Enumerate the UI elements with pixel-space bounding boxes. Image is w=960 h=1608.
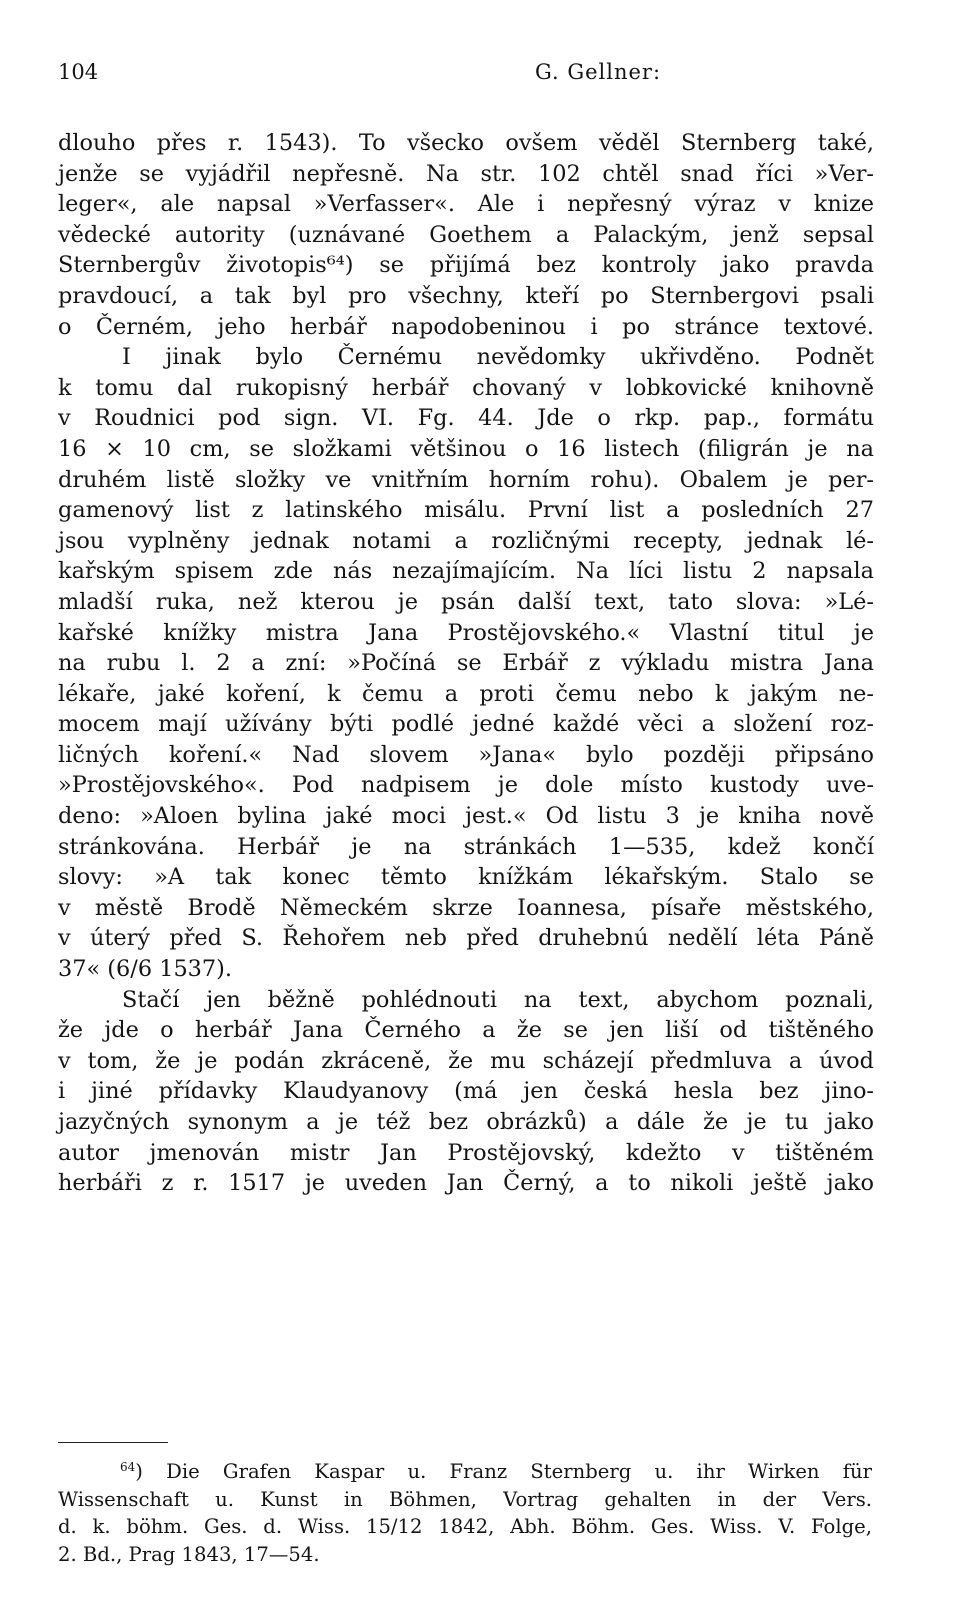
text-line: i jiné přídavky Klaudyanovy (má jen česká hesla bez jino- xyxy=(58,1078,874,1105)
footnote-text: ) Die Grafen Kaspar u. Franz Sternberg u. ihr Wirken für xyxy=(135,1460,872,1483)
text-line: dlouho přes r. 1543). To všecko ovšem věděl Sternberg také, xyxy=(58,130,874,156)
text-line: gamenový list z latinského misálu. První list a posledních 27 xyxy=(58,497,874,524)
text-line: druhém listě složky ve vnitřním horním rohu). Obalem je per- xyxy=(58,466,874,493)
footnote-marker: 64 xyxy=(120,1460,136,1474)
text-line: že jde o herbář Jana Černého a že se jen liší od tištěného xyxy=(58,1017,874,1044)
text-line: jazyčných synonym a je též bez obrázků) a dále že je tu jako xyxy=(58,1109,874,1135)
text-line: mladší ruka, než kterou je psán další text, tato slova: »Lé- xyxy=(58,588,874,615)
text-line: kařské knížky mistra Jana Prostějovského.« Vlastní titul je xyxy=(58,619,874,646)
footnote xyxy=(58,1454,872,1568)
text-line: herbáři z r. 1517 je uveden Jan Černý, a to nikoli ještě jako xyxy=(58,1170,874,1197)
paragraph-start-line: Stačí jen běžně pohlédnouti na text, abychom poznali, xyxy=(122,986,874,1013)
text-line: k tomu dal rukopisný herbář chovaný v lobkovické knihovně xyxy=(58,374,874,401)
text-line: ličných koření.« Nad slovem »Jana« bylo později připsáno xyxy=(58,741,874,768)
text-line: stránkována. Herbář je na stránkách 1—535, kdež končí xyxy=(58,833,874,860)
text-line: jenže se vyjádřil nepřesně. Na str. 102 chtěl snad říci »Ver- xyxy=(58,160,874,187)
text-line: v úterý před S. Řehořem neb před druhebnú nedělí léta Páně xyxy=(58,925,874,952)
text-line: 16 × 10 cm, se složkami většinou o 16 listech (filigrán je na xyxy=(58,435,874,462)
page-number: 104 xyxy=(58,60,99,84)
footnote-line: d. k. böhm. Ges. d. Wiss. 15/12 1842, Abh. Böhm. Ges. Wiss. V. Folge, xyxy=(58,1515,872,1538)
text-line: deno: »Aloen bylina jaké moci jest.« Od listu 3 je kniha nově xyxy=(58,803,874,830)
text-line: v Roudnici pod sign. VI. Fg. 44. Jde o rkp. pap., formátu xyxy=(58,405,874,432)
text-line: »Prostějovského«. Pod nadpisem je dole místo kustody uve- xyxy=(58,772,874,799)
text-line: mocem mají užívány býti podlé jedné každé věci a složení roz- xyxy=(58,711,874,738)
text-line: v tom, že je podán zkráceně, že mu scházejí předmluva a úvod xyxy=(58,1047,874,1074)
text-line: leger«, ale napsal »Verfasser«. Ale i nepřesný výraz v knize xyxy=(58,191,874,218)
body-text xyxy=(58,128,874,1199)
footnote-line: Wissenschaft u. Kunst in Böhmen, Vortrag gehalten in der Vers. xyxy=(58,1487,872,1511)
text-line: jsou vyplněny jednak notami a rozličnými recepty, jednak lé- xyxy=(58,527,874,554)
text-line: vědecké autority (uznávané Goethem a Palackým, jenž sepsal xyxy=(58,221,874,248)
footnote-line xyxy=(58,1454,872,1486)
text-line: Sternbergův životopis⁶⁴) se přijímá bez kontroly jako pravda xyxy=(58,252,874,279)
text-line: autor jmenován mistr Jan Prostějovský, kdežto v tištěném xyxy=(58,1139,874,1166)
text-line: kařským spisem zde nás nezajímajícím. Na líci listu 2 napsala xyxy=(58,558,874,585)
text-line: na rubu l. 2 a zní: »Počíná se Erbář z výkladu mistra Jana xyxy=(58,650,874,677)
page-header xyxy=(58,60,866,96)
running-head: G. Gellner: xyxy=(534,60,662,84)
text-line: o Černém, jeho herbář napodobeninou i po stránce textové. xyxy=(58,313,874,340)
paragraph-start-line: I jinak bylo Černému nevědomky ukřivděno. Podnět xyxy=(122,344,874,371)
text-line: v městě Brodě Německém skrze Ioannesa, písaře městského, xyxy=(58,894,874,921)
text-line: lékaře, jaké koření, k čemu a proti čemu nebo k jakým ne- xyxy=(58,680,874,707)
text-line: slovy: »A tak konec těmto knížkám lékařským. Stalo se xyxy=(58,864,874,891)
paragraph-end-line: 37« (6/6 1537). xyxy=(58,956,233,983)
footnote-rule xyxy=(58,1442,168,1443)
footnote-line: 2. Bd., Prag 1843, 17—54. xyxy=(58,1542,320,1566)
text-line: pravdoucí, a tak byl pro všechny, kteří po Sternbergovi psali xyxy=(58,282,874,309)
